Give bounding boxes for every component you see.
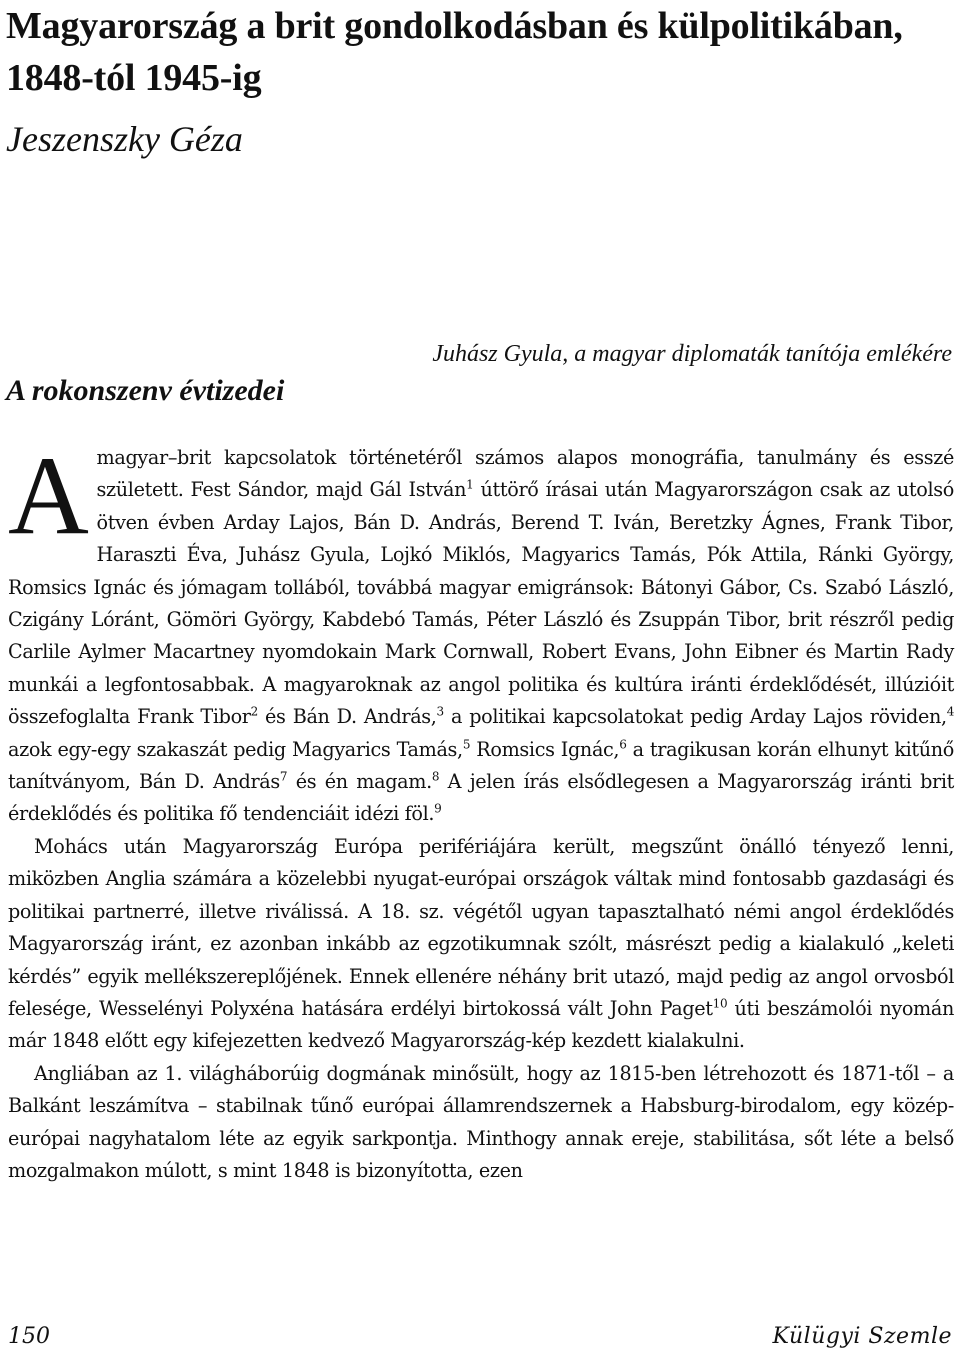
footnote-ref-7[interactable]: 7 xyxy=(279,769,288,784)
journal-name: Külügyi Szemle xyxy=(772,1324,952,1349)
paragraph-1-text: Romsics Ignác, xyxy=(470,737,620,761)
paragraph-1-text: magyar–brit kapcsolatok történetéről számos alapos monográfia, tanulmány és esszé született. Fest Sándor, majd Gál István xyxy=(96,446,954,502)
paragraph-2 xyxy=(8,831,954,1058)
paragraph-1-text: a politikai kapcsolatokat pedig Arday Lajos röviden, xyxy=(443,705,947,729)
article-title: Magyarország a brit gondolkodásban és külpolitikában, 1848-tól 1945-ig xyxy=(6,5,903,99)
footnote-ref-5[interactable]: 5 xyxy=(462,737,471,752)
paragraph-1-text: azok egy-egy szakaszát pedig Magyarics Tamás, xyxy=(8,737,463,761)
paragraph-2-text: úti beszámolói nyomán már 1848 előtt egy kifejezetten kedvező Magyarország-kép kezdett kialakulni. xyxy=(8,996,954,1053)
section-heading: A rokonszenv évtizedei xyxy=(6,374,285,407)
paragraph-2-text: Mohács után Magyarország Európa perifériájára került, megszűnt önálló tényező lenni, miközben Anglia számára a közelebbi nyugat-európai országok váltak mind fontosabb gazdasági és politikai partnerré, illetve riválissá. A 18. sz. végétől ugyan tapasztalható némi angol érdeklődés Magyarország iránt, ez azonban inkább az egzotikumnak szólt, másrészt pedig a kialakuló „keleti kérdés” egyik mellékszereplőjének. Ennek ellenére néhány brit utazó, majd pedig az angol orvosból felesége, Wesselényi Polyxéna hatására erdélyi birtokossá vált John Paget xyxy=(8,834,954,1020)
paragraph-3-text: Angliában az 1. világháborúig dogmának minősült, hogy az 1815-ben létrehozott és 1871-től – a Balkánt leszámítva – stabilnak tűnő európai államrendszernek a Habsburg-birodalom, egy közép-európai nagyhatalom léte az egyik sarkpontja. Minthogy annak ereje, stabilitása, sőt léte a belső mozgalmakon múlott, s mint 1848 is bizonyította, ezen xyxy=(8,1061,954,1182)
footnote-ref-2[interactable]: 2 xyxy=(250,704,258,719)
paragraph-1 xyxy=(8,434,955,831)
paragraph-1-text: úttörő írásai után Magyarországon csak az utolsó ötven évben Arday Lajos, Bán D. András, Berend T. Iván, Beretzky Ágnes, Frank Tibor, Haraszti Éva, Juhász Gyula, Lojkó Miklós, Magyarics Tamás, Pók Attila, Ránki György, Romsics Ignác és jómagam tollából, továbbá magyar emigránsok: Bátonyi Gábor, Cs. Szabó László, Czigány Lóránt, Gömöri György, Kabdebó Tamás, Péter László és Zsuppán Tibor, brit részről pedig Carlile Aylmer Macartney nyomdokain Mark Cornwall, Robert Evans, John Eibner és Martin Rady munkái a legfontosabbak. A magyaroknak az angol politika és kultúra iránti érdeklődését, illúzióit összefoglalta Frank Tibor xyxy=(8,478,954,729)
page-number: 150 xyxy=(8,1324,50,1349)
footnote-ref-3[interactable]: 3 xyxy=(436,704,444,719)
footnote-ref-1[interactable]: 1 xyxy=(466,478,474,493)
paragraph-1-text: és én magam. xyxy=(287,770,432,794)
footnote-ref-8[interactable]: 8 xyxy=(431,769,440,784)
footnote-ref-6[interactable]: 6 xyxy=(619,737,627,752)
body-text xyxy=(8,434,955,1187)
drop-cap: A xyxy=(8,434,89,558)
article-author: Jeszenszky Géza xyxy=(6,119,243,159)
page-footer xyxy=(8,1322,952,1352)
paragraph-1-text: a tragikusan korán elhunyt kitűnő tanítványom, Bán D. András xyxy=(8,737,954,794)
paragraph-1-text: A jelen írás elsődlegesen a Magyarország iránti brit érdeklődés és politika fő tendenciáit idézi föl. xyxy=(8,770,954,826)
paragraph-1-text: és Bán D. András, xyxy=(257,705,437,729)
footnote-ref-9[interactable]: 9 xyxy=(434,802,442,817)
footnote-ref-4[interactable]: 4 xyxy=(946,704,955,719)
dedication: Juhász Gyula, a magyar diplomaták tanítója emlékére xyxy=(432,341,952,367)
footnote-ref-10[interactable]: 10 xyxy=(712,996,728,1011)
paragraph-3 xyxy=(8,1058,954,1188)
